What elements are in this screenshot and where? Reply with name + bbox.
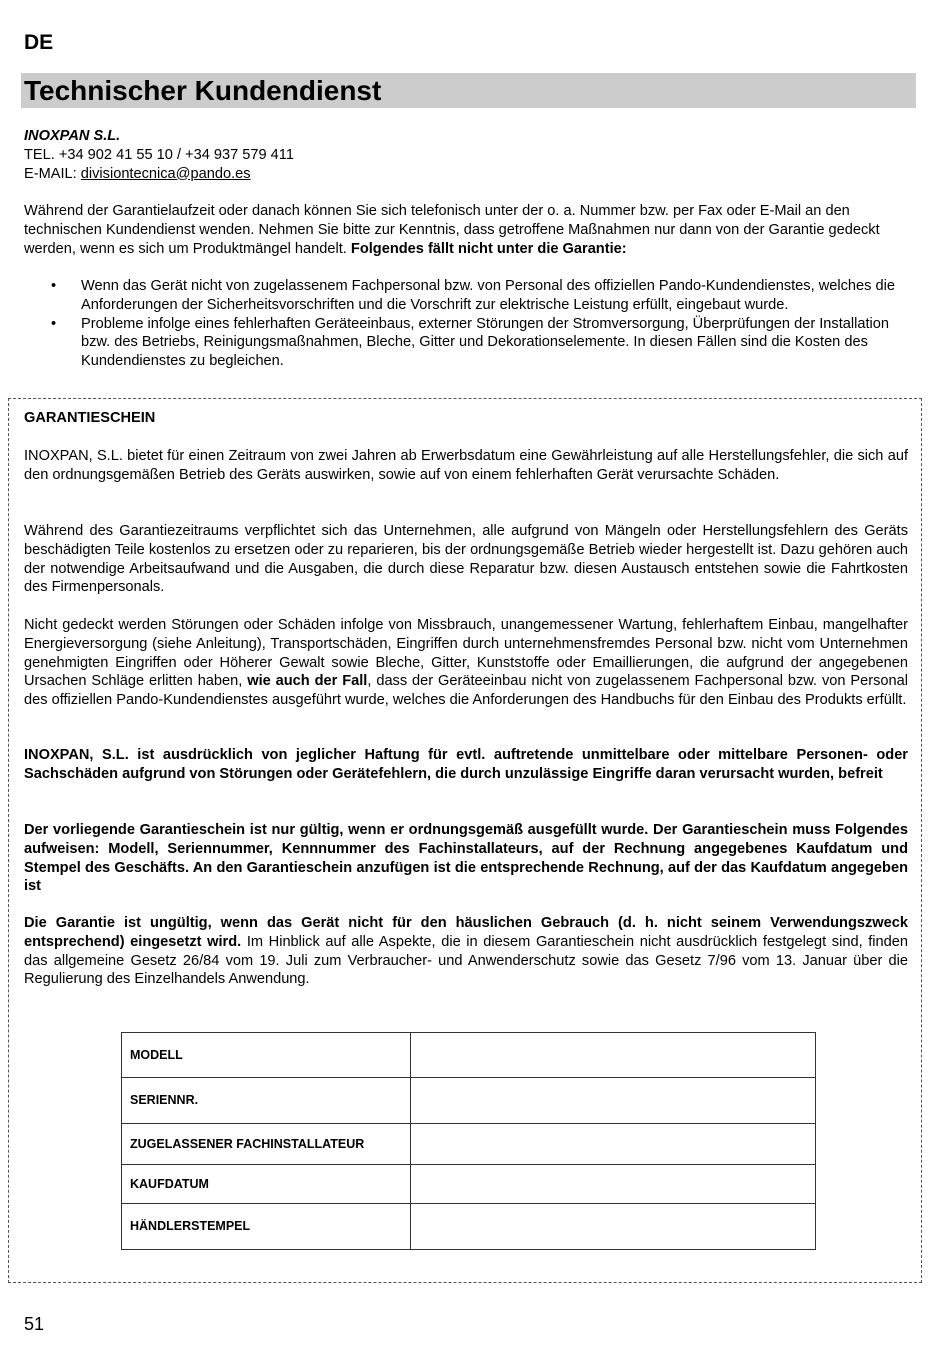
guarantee-paragraph-1: INOXPAN, S.L. bietet für einen Zeitraum von zwei Jahren ab Erwerbsdatum eine Gewährleistung auf alle Herstellungsfehler, die sich auf den ordnungsgemäßen Betrieb des Geräts auswirken, sowie auf von einem fehlerhaften Gerät verursachte Schäden. xyxy=(24,448,908,483)
p3-bold: wie auch der Fall xyxy=(247,673,368,690)
exclusion-list xyxy=(24,277,908,371)
warranty-form-table xyxy=(121,1032,816,1250)
form-label-dealer-stamp: HÄNDLERSTEMPEL xyxy=(122,1204,411,1250)
email-link[interactable]: divisiontecnica@pando.es xyxy=(80,165,251,182)
form-field-installer[interactable] xyxy=(411,1124,816,1165)
language-code: DE xyxy=(24,31,54,54)
form-field-dealer-stamp[interactable] xyxy=(411,1204,816,1250)
table-row xyxy=(122,1124,816,1165)
form-label-serial: SERIENNR. xyxy=(122,1078,411,1124)
list-item xyxy=(24,315,908,371)
form-label-model: MODELL xyxy=(122,1033,411,1078)
p6-text: Im Hinblick auf alle Aspekte, die in diesem Garantieschein nicht ausdrücklich festgelegt sind, finden das allgemeine Gesetz 26/84 vom 19. Juli zum Verbraucher- und Anwenderschutz sowie das Gesetz 7/96 vom 13. Januar über die Regulierung des Einzelhandels Anwendung. xyxy=(24,933,908,988)
guarantee-paragraph-4: INOXPAN, S.L. ist ausdrücklich von jeglicher Haftung für evtl. auftretende unmittelbare oder mittelbare Personen- oder Sachschäden aufgrund von Störungen oder Gerätefehlern, die durch unzulässige Eingriffe daran verursacht wurden, befreit xyxy=(24,747,908,782)
list-item xyxy=(24,277,908,315)
bullet-icon: • xyxy=(51,315,57,332)
page-title: Technischer Kundendienst xyxy=(24,75,382,106)
p3-text-b: , dass der Geräteeinbau nicht von zugelassenem Fachpersonal bzw. von Personal des offiziellen Pando-Kundendienstes ausgeführt wurde, welches die Anforderungen des Handbuchs für den Einbau des Produkts erfüllt. xyxy=(24,673,908,709)
contact-block xyxy=(24,127,294,183)
list-item-text: Probleme infolge eines fehlerhaften Geräteeinbaus, externer Störungen der Stromversorgung, Überprüfungen der Installation bzw. des Betriebs, Reinigungsmaßnahmen, Bleche, Gitter und Dekorationselemente. In diesen Fällen sind die Kosten des Kundendienstes zu begleichen. xyxy=(81,315,890,370)
company-name: INOXPAN S.L. xyxy=(24,128,121,144)
intro-bold: Folgendes fällt nicht unter die Garantie: xyxy=(350,240,627,257)
bullet-icon: • xyxy=(51,278,57,294)
phone-line: TEL. +34 902 41 55 10 / +34 937 579 411 xyxy=(24,146,294,163)
guarantee-paragraph-6 xyxy=(24,914,908,989)
form-field-model[interactable] xyxy=(411,1033,816,1078)
intro-paragraph xyxy=(24,202,908,258)
p6-bold: Die Garantie ist ungültig, wenn das Gerät nicht für den häuslichen Gebrauch (d. h. nicht seinem Verwendungszweck entsprechend) eingesetzt wird. xyxy=(24,915,908,950)
form-field-purchase-date[interactable] xyxy=(411,1165,816,1204)
page-number: 51 xyxy=(24,1314,45,1334)
guarantee-paragraph-3 xyxy=(24,616,908,710)
email-label: E-MAIL: xyxy=(24,165,81,182)
list-item-text: Wenn das Gerät nicht von zugelassenem Fachpersonal bzw. von Personal des offiziellen Pando-Kundendienstes, welches die Anforderungen der Sicherheitsvorschriften und die Vorschrift zur elektrische Leistung erfüllt, eingebaut wurde. xyxy=(81,278,895,313)
email-line xyxy=(24,165,294,184)
p3-text-a: Nicht gedeckt werden Störungen oder Schäden infolge von Missbrauch, unangemessener Wartung, fehlerhaftem Einbau, mangelhafter Energieversorgung (siehe Anleitung), Transportschäden, Eingriffen durch unternehmensfremdes Personal bzw. nicht vom Unternehmen genehmigten Eingriffen oder Höherer Gewalt sowie Bleche, Gitter, Kunststoffe oder Emaillierungen, die aufgrund der angegebenen Ursachen Schläge erlitten haben, xyxy=(24,617,908,690)
guarantee-heading: GARANTIESCHEIN xyxy=(24,410,156,426)
table-row xyxy=(122,1078,816,1124)
intro-text: Während der Garantielaufzeit oder danach können Sie sich telefonisch unter der o. a. Nummer bzw. per Fax oder E-Mail an den technischen Kundendienst wenden. Nehmen Sie bitte zur Kenntnis, dass getroffene Maßnahmen nur dann von der Garantie gedeckt werden, wenn es sich um Produktmängel handelt. xyxy=(24,203,880,257)
guarantee-paragraph-2: Während des Garantiezeitraums verpflichtet sich das Unternehmen, alle aufgrund von Mängeln oder Herstellungsfehlern des Geräts beschädigten Teile kostenlos zu ersetzen oder zu reparieren, bis der ordnungsgemäße Betrieb wieder hergestellt ist. Dazu gehören auch der notwendige Arbeitsaufwand und die Ausgaben, die durch diese Reparatur bzw. diesen Austausch entstehen sowie die Fahrtkosten des Firmenpersonals. xyxy=(24,523,908,596)
table-row xyxy=(122,1204,816,1250)
form-field-serial[interactable] xyxy=(411,1078,816,1124)
table-row xyxy=(122,1165,816,1204)
guarantee-paragraph-5: Der vorliegende Garantieschein ist nur gültig, wenn er ordnungsgemäß ausgefüllt wurde. Der Garantieschein muss Folgendes aufweisen: Modell, Seriennummer, Kennnummer des Fachinstallateurs, auf der Rechnung angegebenes Kaufdatum und Stempel des Geschäfts. An den Garantieschein anzufügen ist die entsprechende Rechnung, auf der das Kaufdatum angegeben ist xyxy=(24,822,908,895)
table-row xyxy=(122,1033,816,1078)
form-label-installer: ZUGELASSENER FACHINSTALLATEUR xyxy=(122,1124,411,1165)
form-label-purchase-date: KAUFDATUM xyxy=(122,1165,411,1204)
